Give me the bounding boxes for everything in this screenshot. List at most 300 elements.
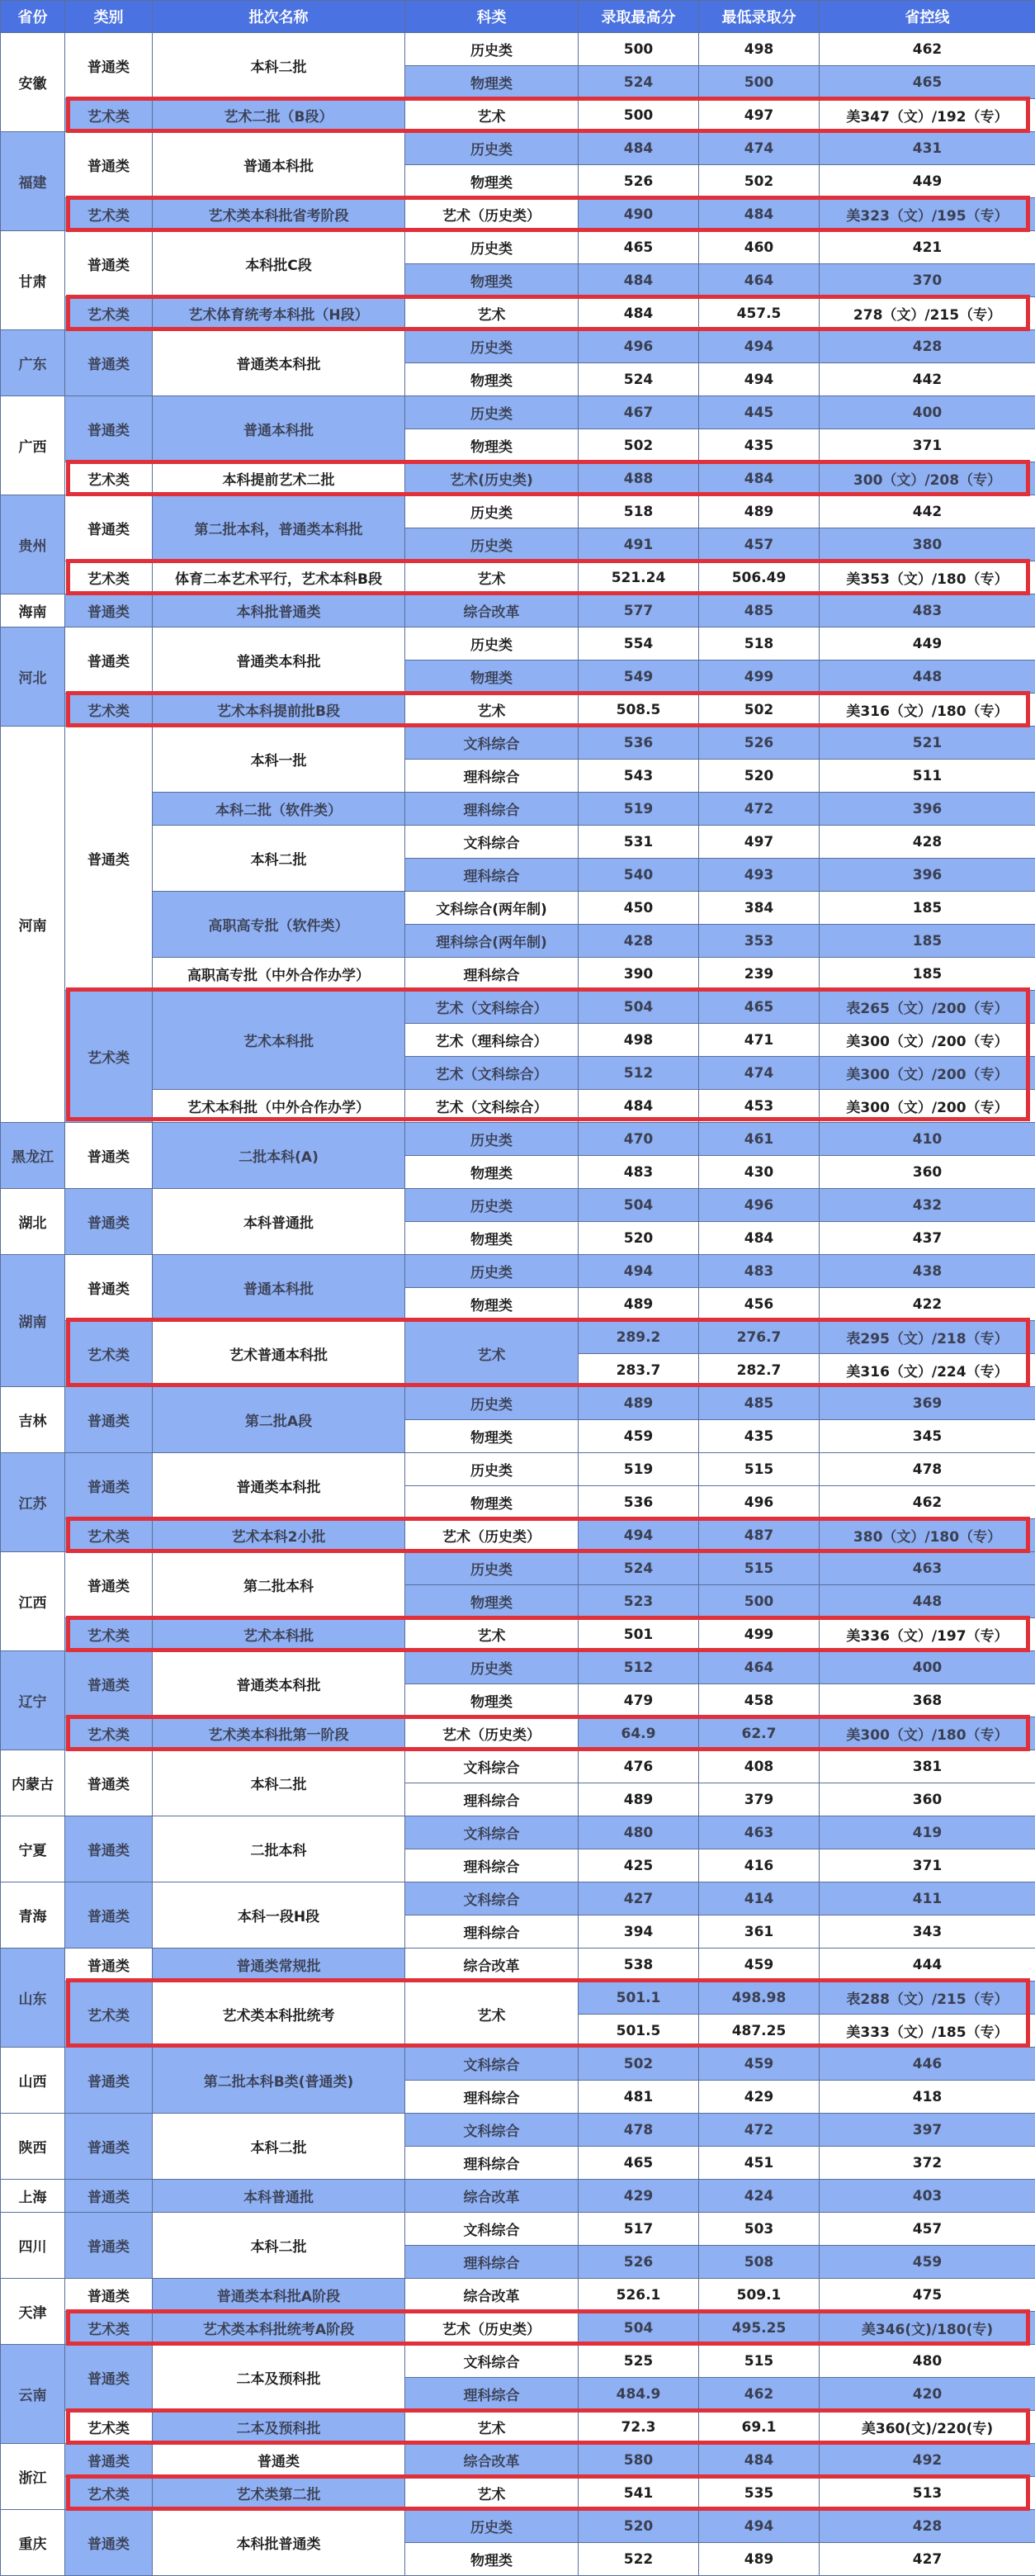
- table-cell: 文科综合: [405, 2213, 579, 2246]
- table-cell: 463: [699, 1816, 820, 1849]
- table-cell: 艺术: [405, 1982, 579, 2048]
- table-row: [1, 892, 1035, 925]
- table-cell: 理科综合: [405, 2246, 579, 2279]
- table-cell: 艺术: [405, 2477, 579, 2510]
- table-row: [1, 594, 1035, 627]
- table-cell: 437: [820, 1222, 1035, 1255]
- table-cell: 湖南: [1, 1255, 65, 1387]
- table-cell: 上海: [1, 2180, 65, 2213]
- table-cell: 河北: [1, 627, 65, 727]
- table-cell: 艺术类: [65, 198, 153, 231]
- table-row: [1, 793, 1035, 826]
- table-row: [1, 991, 1035, 1024]
- table-cell: 501.1: [579, 1982, 699, 2015]
- table-cell: 538: [579, 1949, 699, 1982]
- table-cell: 贵州: [1, 495, 65, 594]
- table-cell: 408: [699, 1750, 820, 1783]
- table-cell: 289.2: [579, 1321, 699, 1354]
- table-cell: 464: [699, 1651, 820, 1684]
- table-cell: 第二批本科: [153, 1552, 405, 1618]
- table-cell: 本科批普通类: [153, 594, 405, 627]
- table-cell: 艺术本科批: [153, 991, 405, 1090]
- table-cell: 理科综合: [405, 793, 579, 826]
- table-cell: 428: [820, 2510, 1035, 2543]
- table-cell: 广西: [1, 396, 65, 495]
- table-cell: 465: [699, 991, 820, 1024]
- table-cell: 艺术普通本科批: [153, 1321, 405, 1387]
- table-cell: 520: [579, 2510, 699, 2543]
- table-cell: 554: [579, 627, 699, 661]
- table-cell: 辽宁: [1, 1651, 65, 1750]
- table-cell: 353: [699, 925, 820, 958]
- table-row: [1, 1651, 1035, 1684]
- table-cell: 499: [699, 661, 820, 694]
- header-max-score: 录取最高分: [579, 1, 699, 33]
- table-cell: 472: [699, 793, 820, 826]
- table-cell: 459: [699, 2048, 820, 2081]
- table-cell: 艺术（历史类）: [405, 1717, 579, 1750]
- table-cell: 430: [699, 1156, 820, 1189]
- table-cell: 501.5: [579, 2015, 699, 2048]
- table-row: [1, 1982, 1035, 2015]
- table-cell: 479: [579, 1684, 699, 1717]
- table-cell: 502: [579, 2048, 699, 2081]
- table-cell: 艺术: [405, 561, 579, 594]
- table-cell: 422: [820, 1288, 1035, 1321]
- table-cell: 462: [820, 1486, 1035, 1519]
- table-cell: 高职高专批（中外合作办学）: [153, 958, 405, 991]
- table-cell: 艺术本科批（中外合作办学）: [153, 1090, 405, 1123]
- table-cell: 508: [699, 2246, 820, 2279]
- table-cell: 428: [820, 330, 1035, 363]
- table-cell: 历史类: [405, 1189, 579, 1222]
- table-cell: 艺术（文科综合）: [405, 1057, 579, 1090]
- table-row: [1, 1255, 1035, 1288]
- table-cell: 普通本科批: [153, 396, 405, 462]
- table-cell: 本科二批: [153, 33, 405, 99]
- table-cell: 历史类: [405, 1453, 579, 1486]
- table-cell: 360: [820, 1156, 1035, 1189]
- table-cell: 459: [820, 2246, 1035, 2279]
- table-cell: 459: [699, 1949, 820, 1982]
- table-row: [1, 2411, 1035, 2444]
- table-row: [1, 1882, 1035, 1915]
- table-cell: 普通类: [65, 2114, 153, 2180]
- table-cell: 445: [699, 396, 820, 429]
- table-cell: 484: [699, 198, 820, 231]
- table-row: [1, 1717, 1035, 1750]
- table-cell: 文科综合: [405, 2048, 579, 2081]
- table-cell: 489: [699, 2543, 820, 2576]
- table-cell: 理科综合: [405, 2081, 579, 2114]
- table-cell: 普通类: [65, 33, 153, 99]
- table-cell: 艺术本科批: [153, 1618, 405, 1651]
- table-cell: 普通类本科批: [153, 1651, 405, 1717]
- table-cell: 普通类: [65, 2345, 153, 2411]
- table-cell: 艺术类: [65, 2312, 153, 2345]
- table-cell: 521: [820, 727, 1035, 760]
- table-cell: 美300（文）/200（专）: [820, 1024, 1035, 1057]
- table-cell: 519: [579, 1453, 699, 1486]
- table-cell: 艺术类: [65, 2477, 153, 2510]
- table-cell: 72.3: [579, 2411, 699, 2444]
- table-cell: 物理类: [405, 165, 579, 198]
- table-cell: 518: [699, 627, 820, 661]
- table-cell: 普通类: [65, 2444, 153, 2477]
- table-cell: 369: [820, 1387, 1035, 1420]
- table-cell: 515: [699, 1453, 820, 1486]
- table-cell: 物理类: [405, 1156, 579, 1189]
- table-cell: 本科二批: [153, 1750, 405, 1816]
- table-cell: 历史类: [405, 132, 579, 165]
- table-cell: 431: [820, 132, 1035, 165]
- table-cell: 420: [820, 2378, 1035, 2411]
- table-cell: 美316（文）/224（专）: [820, 1354, 1035, 1387]
- table-cell: 甘肃: [1, 231, 65, 330]
- table-row: [1, 1189, 1035, 1222]
- table-cell: 448: [820, 1585, 1035, 1618]
- table-cell: 580: [579, 2444, 699, 2477]
- table-cell: 本科一批: [153, 727, 405, 793]
- table-cell: 411: [820, 1882, 1035, 1915]
- table-cell: 普通类: [65, 1882, 153, 1949]
- table-cell: 江西: [1, 1552, 65, 1651]
- table-cell: 497: [699, 826, 820, 859]
- table-cell: 普通类: [153, 2444, 405, 2477]
- table-row: [1, 1519, 1035, 1552]
- table-cell: 476: [579, 1750, 699, 1783]
- table-cell: 历史类: [405, 231, 579, 264]
- table-row: [1, 330, 1035, 363]
- table-cell: 物理类: [405, 1222, 579, 1255]
- table-row: [1, 2213, 1035, 2246]
- table-cell: 540: [579, 859, 699, 892]
- table-cell: 艺术类本科批统考: [153, 1982, 405, 2048]
- table-cell: 文科综合(两年制): [405, 892, 579, 925]
- table-cell: 艺术本科提前批B段: [153, 694, 405, 727]
- table-cell: 343: [820, 1915, 1035, 1949]
- table-cell: 普通类常规批: [153, 1949, 405, 1982]
- table-cell: 河南: [1, 727, 65, 1123]
- table-cell: 371: [820, 429, 1035, 462]
- table-cell: 文科综合: [405, 727, 579, 760]
- table-row: [1, 2444, 1035, 2477]
- table-cell: 484: [579, 297, 699, 330]
- table-cell: 普通类: [65, 495, 153, 561]
- table-cell: 综合改革: [405, 594, 579, 627]
- table-cell: 理科综合: [405, 1849, 579, 1882]
- table-row: [1, 2048, 1035, 2081]
- table-cell: 504: [579, 1189, 699, 1222]
- table-cell: 463: [820, 1552, 1035, 1585]
- table-cell: 464: [699, 264, 820, 297]
- table-cell: 465: [579, 2147, 699, 2180]
- table-cell: 美347（文）/192（专）: [820, 99, 1035, 132]
- table-cell: 艺术类: [65, 2411, 153, 2444]
- table-cell: 371: [820, 1849, 1035, 1882]
- table-cell: 湖北: [1, 1189, 65, 1255]
- table-cell: 449: [820, 165, 1035, 198]
- table-cell: 283.7: [579, 1354, 699, 1387]
- table-cell: 511: [820, 760, 1035, 793]
- table-row: [1, 1552, 1035, 1585]
- table-cell: 普通类本科批: [153, 627, 405, 694]
- table-cell: 446: [820, 2048, 1035, 2081]
- table-cell: 物理类: [405, 429, 579, 462]
- table-cell: 山西: [1, 2048, 65, 2114]
- table-cell: 531: [579, 826, 699, 859]
- table-cell: 467: [579, 396, 699, 429]
- table-cell: 484.9: [579, 2378, 699, 2411]
- table-cell: 480: [820, 2345, 1035, 2378]
- table-cell: 485: [699, 594, 820, 627]
- table-cell: 449: [820, 627, 1035, 661]
- table-cell: 山东: [1, 1949, 65, 2048]
- table-cell: 361: [699, 1915, 820, 1949]
- table-cell: 艺术: [405, 2411, 579, 2444]
- table-cell: 462: [820, 33, 1035, 66]
- table-row: [1, 2279, 1035, 2312]
- table-cell: 64.9: [579, 1717, 699, 1750]
- table-cell: 438: [820, 1255, 1035, 1288]
- table-cell: 美333（文）/185（专）: [820, 2015, 1035, 2048]
- table-cell: 第二批A段: [153, 1387, 405, 1453]
- table-cell: 艺术（文科综合）: [405, 991, 579, 1024]
- table-cell: 艺术类: [65, 1982, 153, 2048]
- table-row: [1, 297, 1035, 330]
- table-cell: 478: [579, 2114, 699, 2147]
- table-cell: 江苏: [1, 1453, 65, 1552]
- table-cell: 513: [820, 2477, 1035, 2510]
- table-row: [1, 958, 1035, 991]
- table-cell: 512: [579, 1651, 699, 1684]
- table-cell: 历史类: [405, 528, 579, 561]
- table-row: [1, 1387, 1035, 1420]
- table-cell: 艺术（历史类）: [405, 2312, 579, 2345]
- table-cell: 450: [579, 892, 699, 925]
- table-cell: 471: [699, 1024, 820, 1057]
- table-cell: 普通本科批: [153, 1255, 405, 1321]
- table-cell: 549: [579, 661, 699, 694]
- table-cell: 577: [579, 594, 699, 627]
- table-cell: 494: [699, 330, 820, 363]
- table-row: [1, 396, 1035, 429]
- table-cell: 524: [579, 66, 699, 99]
- table-cell: 艺术类本科批第一阶段: [153, 1717, 405, 1750]
- table-cell: 500: [579, 99, 699, 132]
- table-cell: 485: [699, 1387, 820, 1420]
- table-row: [1, 2477, 1035, 2510]
- table-cell: 526: [699, 727, 820, 760]
- table-cell: 艺术: [405, 1321, 579, 1387]
- table-cell: 普通类本科批A阶段: [153, 2279, 405, 2312]
- table-cell: 403: [820, 2180, 1035, 2213]
- table-row: [1, 2114, 1035, 2147]
- table-cell: 458: [699, 1684, 820, 1717]
- table-cell: 432: [820, 1189, 1035, 1222]
- table-cell: 490: [579, 198, 699, 231]
- table-cell: 435: [699, 429, 820, 462]
- table-cell: 493: [699, 859, 820, 892]
- table-cell: 488: [579, 462, 699, 495]
- table-cell: 541: [579, 2477, 699, 2510]
- table-cell: 物理类: [405, 1684, 579, 1717]
- table-cell: 489: [579, 1783, 699, 1816]
- table-cell: 496: [699, 1486, 820, 1519]
- table-row: [1, 1816, 1035, 1849]
- table-cell: 396: [820, 859, 1035, 892]
- table-cell: 普通类: [65, 727, 153, 991]
- table-row: [1, 33, 1035, 66]
- table-cell: 黑龙江: [1, 1123, 65, 1189]
- table-cell: 502: [579, 429, 699, 462]
- table-cell: 理科综合: [405, 2378, 579, 2411]
- table-cell: 503: [699, 2213, 820, 2246]
- table-cell: 艺术类: [65, 1321, 153, 1387]
- table-cell: 524: [579, 1552, 699, 1585]
- table-cell: 综合改革: [405, 2279, 579, 2312]
- table-cell: 艺术类: [65, 1717, 153, 1750]
- table-cell: 523: [579, 1585, 699, 1618]
- table-row: [1, 2312, 1035, 2345]
- table-row: [1, 198, 1035, 231]
- table-cell: 普通类: [65, 594, 153, 627]
- table-cell: 185: [820, 892, 1035, 925]
- table-cell: 物理类: [405, 1486, 579, 1519]
- table-cell: 艺术类: [65, 297, 153, 330]
- table-cell: 艺术（历史类）: [405, 1519, 579, 1552]
- table-row: [1, 2180, 1035, 2213]
- table-cell: 艺术类: [65, 561, 153, 594]
- table-cell: 185: [820, 925, 1035, 958]
- table-cell: 456: [699, 1288, 820, 1321]
- table-cell: 综合改革: [405, 2180, 579, 2213]
- table-cell: 429: [579, 2180, 699, 2213]
- table-cell: 美300（文）/200（专）: [820, 1090, 1035, 1123]
- table-cell: 文科综合: [405, 1750, 579, 1783]
- table-cell: 重庆: [1, 2510, 65, 2576]
- table-cell: 484: [699, 462, 820, 495]
- table-cell: 520: [699, 760, 820, 793]
- table-cell: 二批本科(A): [153, 1123, 405, 1189]
- table-cell: 282.7: [699, 1354, 820, 1387]
- table-cell: 艺术（历史类）: [405, 198, 579, 231]
- table-cell: 普通类: [65, 396, 153, 462]
- table-cell: 艺术类第二批: [153, 2477, 405, 2510]
- table-cell: 历史类: [405, 330, 579, 363]
- table-cell: 美346(文)/180(专): [820, 2312, 1035, 2345]
- table-cell: 483: [579, 1156, 699, 1189]
- table-cell: 496: [579, 330, 699, 363]
- table-row: [1, 1123, 1035, 1156]
- table-cell: 普通类: [65, 1189, 153, 1255]
- table-cell: 历史类: [405, 495, 579, 528]
- table-cell: 宁夏: [1, 1816, 65, 1882]
- table-cell: 504: [579, 991, 699, 1024]
- table-cell: 本科普通批: [153, 1189, 405, 1255]
- table-cell: 美360(文)/220(专): [820, 2411, 1035, 2444]
- table-cell: 444: [820, 1949, 1035, 1982]
- table-row: [1, 2510, 1035, 2543]
- table-cell: 489: [579, 1387, 699, 1420]
- table-row: [1, 561, 1035, 594]
- table-cell: 本科普通批: [153, 2180, 405, 2213]
- table-cell: 美323（文）/195（专）: [820, 198, 1035, 231]
- table-cell: 442: [820, 495, 1035, 528]
- table-cell: 536: [579, 1486, 699, 1519]
- table-cell: 427: [820, 2543, 1035, 2576]
- table-cell: 陕西: [1, 2114, 65, 2180]
- table-cell: 物理类: [405, 1585, 579, 1618]
- table-cell: 理科综合: [405, 958, 579, 991]
- table-cell: 494: [579, 1519, 699, 1552]
- table-cell: 483: [699, 1255, 820, 1288]
- table-cell: 普通类: [65, 330, 153, 396]
- table-cell: 普通类: [65, 2213, 153, 2279]
- table-cell: 物理类: [405, 661, 579, 694]
- table-cell: 484: [699, 2444, 820, 2477]
- table-cell: 480: [579, 1816, 699, 1849]
- table-cell: 文科综合: [405, 1816, 579, 1849]
- table-cell: 美353（文）/180（专）: [820, 561, 1035, 594]
- table-cell: 465: [579, 231, 699, 264]
- table-cell: 普通类: [65, 2180, 153, 2213]
- table-cell: 物理类: [405, 1420, 579, 1453]
- table-cell: 普通本科批: [153, 132, 405, 198]
- table-cell: 457: [699, 528, 820, 561]
- table-cell: 二本及预科批: [153, 2411, 405, 2444]
- table-cell: 理科综合: [405, 2147, 579, 2180]
- header-province: 省份: [1, 1, 65, 33]
- table-cell: 448: [820, 661, 1035, 694]
- table-cell: 465: [820, 66, 1035, 99]
- table-cell: 428: [579, 925, 699, 958]
- table-cell: 500: [699, 66, 820, 99]
- table-cell: 543: [579, 760, 699, 793]
- table-cell: 历史类: [405, 396, 579, 429]
- table-row: [1, 2345, 1035, 2378]
- table-cell: 517: [579, 2213, 699, 2246]
- table-cell: 艺术二批（B段）: [153, 99, 405, 132]
- table-cell: 安徽: [1, 33, 65, 132]
- table-cell: 艺术类: [65, 1519, 153, 1552]
- table-cell: 二本及预科批: [153, 2345, 405, 2411]
- table-cell: 400: [820, 396, 1035, 429]
- table-cell: 457.5: [699, 297, 820, 330]
- table-cell: 物理类: [405, 66, 579, 99]
- table-cell: 美336（文）/197（专）: [820, 1618, 1035, 1651]
- table-cell: 理科综合(两年制): [405, 925, 579, 958]
- table-cell: 历史类: [405, 1651, 579, 1684]
- table-cell: 艺术体育统考本科批（H段）: [153, 297, 405, 330]
- table-cell: 本科二批: [153, 2213, 405, 2279]
- table-cell: 502: [699, 165, 820, 198]
- table-cell: 483: [820, 594, 1035, 627]
- table-row: [1, 1321, 1035, 1354]
- table-cell: 491: [579, 528, 699, 561]
- table-cell: 492: [820, 2444, 1035, 2477]
- table-cell: 综合改革: [405, 2444, 579, 2477]
- table-cell: 本科二批: [153, 826, 405, 892]
- table-cell: 普通类: [65, 1453, 153, 1519]
- table-cell: 500: [699, 1585, 820, 1618]
- table-cell: 372: [820, 2147, 1035, 2180]
- table-cell: 青海: [1, 1882, 65, 1949]
- table-cell: 普通类: [65, 1651, 153, 1717]
- table-cell: 天津: [1, 2279, 65, 2345]
- table-cell: 518: [579, 495, 699, 528]
- table-cell: 499: [699, 1618, 820, 1651]
